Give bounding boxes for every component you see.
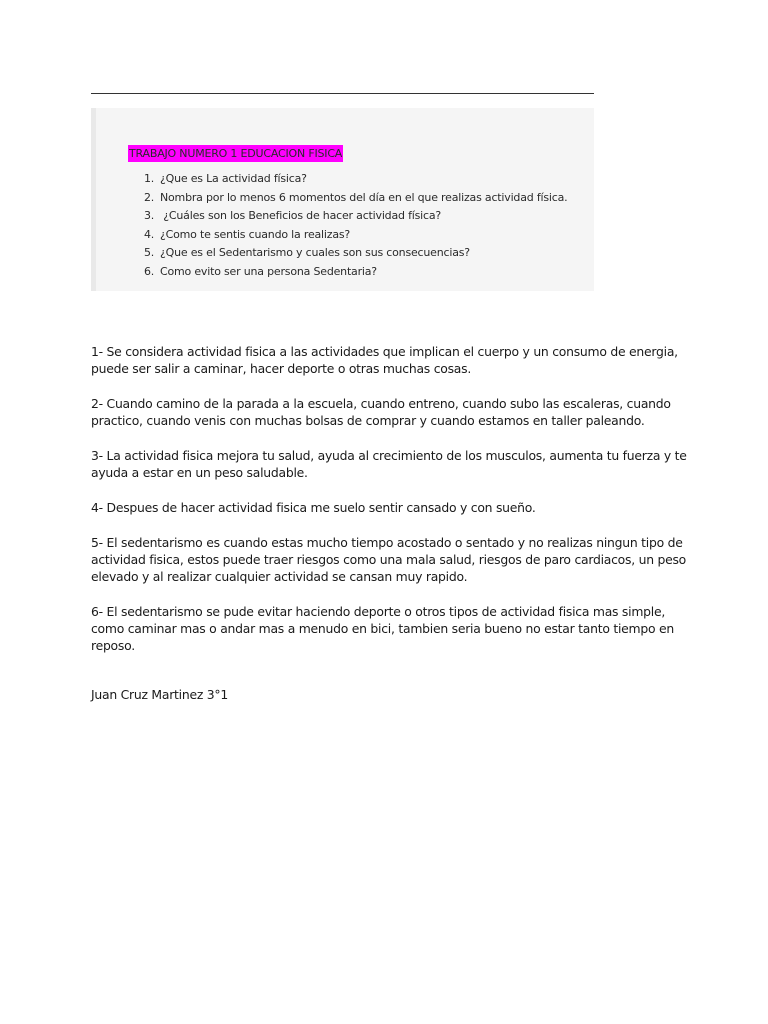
question-item <box>144 263 567 282</box>
question-text: Nombra por lo menos 6 momentos del día en el que realizas actividad física. <box>160 190 568 204</box>
question-text: ¿Que es La actividad física? <box>160 172 307 185</box>
question-text: ¿Cuáles son los Beneficios de hacer actividad física? <box>160 209 442 222</box>
answer-paragraph-5: 5- El sedentarismo es cuando estas mucho tiempo acostado o sentado y no realizas ningun tipo de actividad fisica, estos puede traer riesgos como una mala salud, riesgos de paro cardiacos, un peso elevado y al realizar cualquier actividad se cansan muy rapido. <box>91 535 687 584</box>
answer-paragraph-4: 4- Despues de hacer actividad fisica me suelo sentir cansado y con sueño. <box>91 500 536 515</box>
question-item <box>144 207 567 226</box>
question-number: 1. <box>144 172 155 185</box>
horizontal-rule <box>91 93 594 94</box>
question-list <box>144 170 567 281</box>
answer-paragraph-3: 3- La actividad fisica mejora tu salud, ayuda al crecimiento de los musculos, aumenta tu fuerza y te ayuda a estar en un peso saludable. <box>91 448 687 480</box>
question-number: 5. <box>144 246 155 259</box>
answers-section <box>91 343 691 703</box>
answer-paragraph-6: 6- El sedentarismo se pude evitar haciendo deporte o otros tipos de actividad fisica mas simple, como caminar mas o andar mas a menudo en bici, tambien seria bueno no estar tanto tiempo en reposo. <box>91 604 674 653</box>
answer-paragraph-1: 1- Se considera actividad fisica a las actividades que implican el cuerpo y un consumo de energia, puede ser salir a caminar, hacer deporte o otras muchas cosas. <box>91 344 678 376</box>
question-number: 3. <box>144 209 155 222</box>
assignment-title: TRABAJO NUMERO 1 EDUCACION FISICA <box>129 147 343 160</box>
question-number: 6. <box>144 264 155 278</box>
question-item <box>144 189 567 208</box>
question-item <box>144 244 567 263</box>
assignment-image <box>91 108 594 291</box>
question-item <box>144 226 567 245</box>
student-signature: Juan Cruz Martinez 3°1 <box>91 687 228 702</box>
question-text: ¿Como te sentis cuando la realizas? <box>160 227 351 241</box>
question-text: ¿Que es el Sedentarismo y cuales son sus consecuencias? <box>160 246 470 259</box>
question-item <box>144 170 567 189</box>
answer-paragraph-2: 2- Cuando camino de la parada a la escuela, cuando entreno, cuando subo las escaleras, cuando practico, cuando venis con muchas bolsas de comprar y cuando estamos en taller paleando. <box>91 396 671 428</box>
question-text: Como evito ser una persona Sedentaria? <box>160 264 377 278</box>
image-border <box>91 108 96 291</box>
question-number: 4. <box>144 227 155 241</box>
question-number: 2. <box>144 190 155 204</box>
